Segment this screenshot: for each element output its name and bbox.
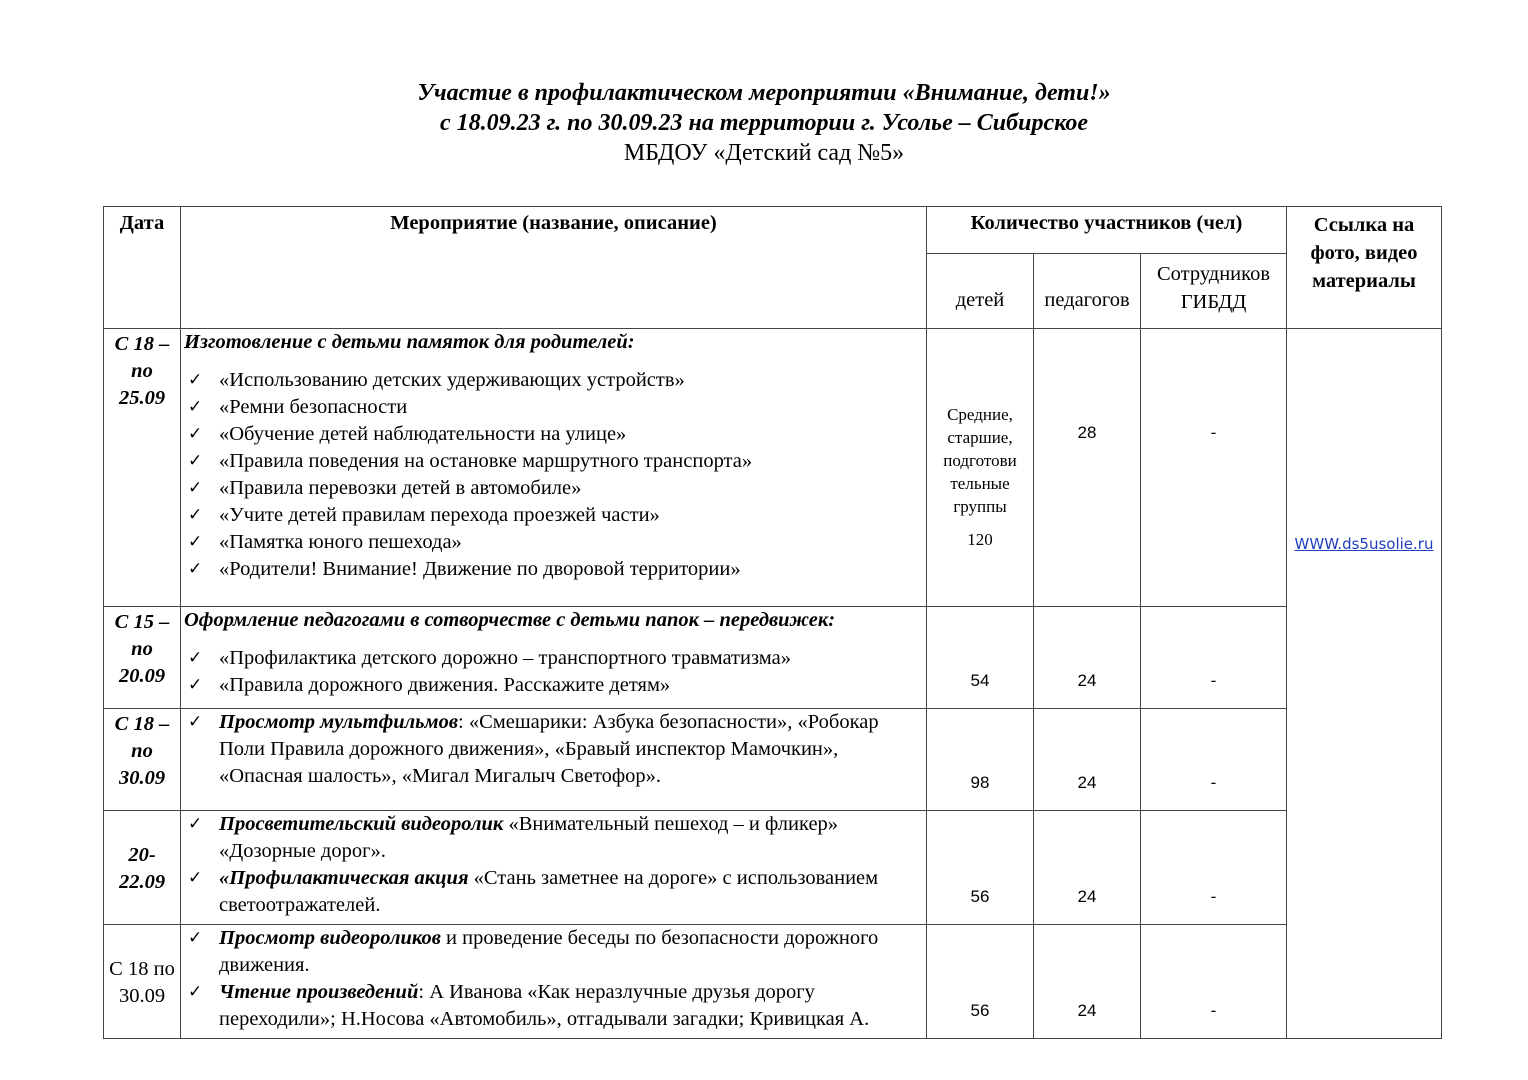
list-item-text: «Использованию детских удерживающих устройств» <box>219 369 685 391</box>
header-link-line-2: фото, видео <box>1310 242 1418 264</box>
row-event <box>181 607 927 709</box>
event-list <box>184 925 923 1033</box>
list-item-text: «Обучение детей наблюдательности на улице» <box>219 423 627 445</box>
date-line: С 18 – <box>114 333 170 355</box>
gibdd-count: - <box>1141 329 1287 607</box>
table-row <box>104 329 1442 607</box>
groups-line: старшие, <box>947 428 1013 447</box>
list-item <box>184 672 923 699</box>
list-item <box>184 865 923 919</box>
header-participants: Количество участников (чел) <box>927 207 1287 254</box>
list-item <box>184 811 923 865</box>
date-line: 30.09 <box>118 767 166 789</box>
list-item-lead: «Профилактическая акция <box>219 867 469 889</box>
event-heading: Оформление педагогами в сотворчестве с детьми папок – передвижек: <box>184 609 836 631</box>
checkmark-icon: ✓ <box>188 370 203 390</box>
header-gibdd-line-2: ГИБДД <box>1180 291 1247 313</box>
row-event <box>181 329 927 607</box>
header-children: детей <box>927 254 1034 329</box>
event-heading: Изготовление с детьми памяток для родителей: <box>184 331 635 353</box>
list-item <box>184 529 923 556</box>
list-item <box>184 448 923 475</box>
teachers-count: 24 <box>1034 607 1141 709</box>
list-item-text: : «Смешарики: Азбука безопасности», «Робокар Поли Правила дорожного движения», «Бравый инспектор Мамочкин», «Опасная шалость», «Мигал Мигалыч Светофор». <box>219 711 879 787</box>
children-groups <box>927 329 1034 607</box>
header-gibdd-line-1: Сотрудников <box>1156 263 1271 285</box>
groups-line: подготови <box>943 451 1017 470</box>
list-item-text: «Памятка юного пешехода» <box>219 531 462 553</box>
teachers-count: 24 <box>1034 925 1141 1039</box>
gibdd-count: - <box>1141 925 1287 1039</box>
list-item <box>184 421 923 448</box>
row-date <box>104 329 181 607</box>
date-line: по <box>131 638 153 660</box>
table-row <box>104 925 1442 1039</box>
header-gibdd <box>1141 254 1287 329</box>
list-item-lead: Просветительский видеоролик <box>219 813 504 835</box>
list-item <box>184 925 923 979</box>
teachers-count: 24 <box>1034 709 1141 811</box>
document-title <box>0 78 1528 168</box>
teachers-count: 28 <box>1034 329 1141 607</box>
checkmark-icon: ✓ <box>188 814 203 834</box>
list-item-text: «Правила поведения на остановке маршрутного транспорта» <box>219 450 753 472</box>
list-item-lead: Просмотр видеороликов <box>219 927 441 949</box>
website-link[interactable]: WWW.ds5usolie.ru <box>1294 534 1434 553</box>
date-line: С 18 по <box>109 957 175 980</box>
checkmark-icon: ✓ <box>188 868 203 888</box>
list-item <box>184 645 923 672</box>
header-event: Мероприятие (название, описание) <box>181 207 927 329</box>
event-list <box>184 811 923 919</box>
table-row <box>104 709 1442 811</box>
header-link-line-3: материалы <box>1312 270 1416 292</box>
date-line: по <box>131 740 153 762</box>
checkmark-icon: ✓ <box>188 928 203 948</box>
events-table <box>103 206 1442 1039</box>
checkmark-icon: ✓ <box>188 478 203 498</box>
row-date <box>104 709 181 811</box>
list-item-text: «Правила перевозки детей в автомобиле» <box>219 477 582 499</box>
groups-line: группы <box>953 497 1007 516</box>
list-item-text: «Стань заметнее на дороге» с использованием светоотражателей. <box>219 867 879 916</box>
list-item-text: «Ремни безопасности <box>219 396 408 418</box>
list-item <box>184 502 923 529</box>
checkmark-icon: ✓ <box>188 505 203 525</box>
link-cell <box>1287 329 1442 1039</box>
checkmark-icon: ✓ <box>188 675 203 695</box>
list-item <box>184 367 923 394</box>
checkmark-icon: ✓ <box>188 648 203 668</box>
date-line: 20.09 <box>118 665 166 687</box>
date-line: 22.09 <box>118 870 166 893</box>
title-line-2: с 18.09.23 г. по 30.09.23 на территории г. Усолье – Сибирское <box>439 110 1088 136</box>
row-date <box>104 607 181 709</box>
teachers-count: 24 <box>1034 811 1141 925</box>
list-item-text: «Правила дорожного движения. Расскажите детям» <box>219 674 671 696</box>
date-line: по <box>131 360 153 382</box>
list-item <box>184 709 923 790</box>
date-line: 25.09 <box>118 387 166 409</box>
groups-line: Средние, <box>947 405 1013 424</box>
children-count: 54 <box>927 607 1034 709</box>
children-count: 56 <box>927 925 1034 1039</box>
gibdd-count: - <box>1141 607 1287 709</box>
checkmark-icon: ✓ <box>188 559 203 579</box>
row-event <box>181 925 927 1039</box>
checkmark-icon: ✓ <box>188 451 203 471</box>
header-link <box>1287 207 1442 329</box>
date-line: 20- <box>128 843 156 866</box>
groups-line: тельные <box>950 474 1010 493</box>
list-item-text: «Профилактика детского дорожно – транспортного травматизма» <box>219 647 791 669</box>
event-list <box>184 709 923 790</box>
date-line: 30.09 <box>118 984 166 1007</box>
row-event <box>181 709 927 811</box>
list-item-lead: Чтение произведений <box>219 981 419 1003</box>
checkmark-icon: ✓ <box>188 982 203 1002</box>
row-date <box>104 925 181 1039</box>
list-item <box>184 556 923 583</box>
list-item <box>184 394 923 421</box>
list-item-text: «Внимательный пешеход – и фликер» «Дозорные дорог». <box>219 813 839 862</box>
header-date: Дата <box>104 207 181 329</box>
header-teachers: педагогов <box>1034 254 1141 329</box>
checkmark-icon: ✓ <box>188 712 203 732</box>
checkmark-icon: ✓ <box>188 397 203 417</box>
children-count: 120 <box>967 530 993 549</box>
title-line-3: МБДОУ «Детский сад №5» <box>623 140 905 166</box>
list-item-text: «Родители! Внимание! Движение по дворовой территории» <box>219 558 741 580</box>
checkmark-icon: ✓ <box>188 424 203 444</box>
list-item-text: «Учите детей правилам перехода проезжей части» <box>219 504 660 526</box>
list-item-text: : А Иванова «Как неразлучные друзья дорогу переходили»; Н.Носова «Автомобиль», отгадывали загадки; Кривицкая А. <box>219 981 870 1030</box>
date-line: С 18 – <box>114 713 170 735</box>
children-count: 98 <box>927 709 1034 811</box>
event-list <box>184 645 923 699</box>
gibdd-count: - <box>1141 811 1287 925</box>
gibdd-count: - <box>1141 709 1287 811</box>
table-row <box>104 607 1442 709</box>
row-event <box>181 811 927 925</box>
title-line-1: Участие в профилактическом мероприятии «Внимание, дети!» <box>417 80 1111 106</box>
list-item <box>184 475 923 502</box>
checkmark-icon: ✓ <box>188 532 203 552</box>
date-line: С 15 – <box>114 611 170 633</box>
list-item <box>184 979 923 1033</box>
event-list <box>184 367 923 583</box>
list-item-lead: Просмотр мультфильмов <box>219 711 459 733</box>
children-count: 56 <box>927 811 1034 925</box>
table-row <box>104 811 1442 925</box>
list-item-text: и проведение беседы по безопасности дорожного движения. <box>219 927 879 976</box>
header-link-line-1: Ссылка на <box>1313 214 1415 236</box>
row-date <box>104 811 181 925</box>
